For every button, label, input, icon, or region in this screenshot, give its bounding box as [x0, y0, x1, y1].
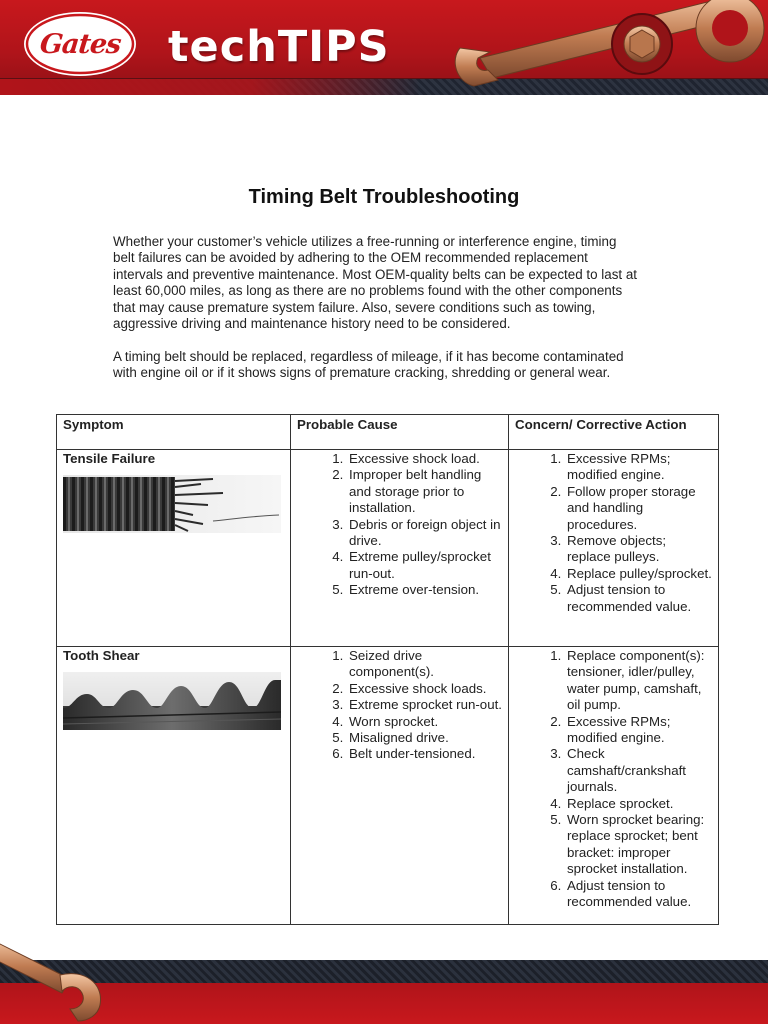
- list-item: 5. Adjust tension to recommended value.: [565, 582, 712, 615]
- list-item: 3. Debris or foreign object in drive.: [347, 517, 502, 550]
- header-probable-cause: Probable Cause: [291, 415, 509, 450]
- list-item: 3. Extreme sprocket run-out.: [347, 697, 502, 713]
- tensile-failure-belt-photo: [63, 475, 281, 533]
- list-item: 5. Misaligned drive.: [347, 730, 502, 746]
- list-item: 6. Belt under-tensioned.: [347, 746, 502, 762]
- list-item: 4. Extreme pulley/sprocket run-out.: [347, 549, 502, 582]
- symptom-cell: [57, 450, 291, 647]
- symptom-label: Tooth Shear: [63, 648, 140, 663]
- list-item: 3. Check camshaft/crankshaft journals.: [565, 746, 712, 795]
- logo-text: Gates: [38, 28, 122, 60]
- symptom-cell: [57, 647, 291, 925]
- causes-list: [297, 451, 502, 599]
- list-item: 5. Worn sprocket bearing: replace sprocket; bent bracket: improper sprocket installation.: [565, 812, 712, 878]
- list-item: 1. Excessive shock load.: [347, 451, 502, 467]
- header-banner: [0, 0, 768, 95]
- brand-title: techTIPS: [168, 22, 390, 72]
- wrench-icon: [0, 935, 130, 1024]
- header-symptom: Symptom: [57, 415, 291, 450]
- table-row: [57, 647, 719, 925]
- list-item: 4. Worn sprocket.: [347, 714, 502, 730]
- list-item: 1. Replace component(s): tensioner, idler/pulley, water pump, camshaft, oil pump.: [565, 648, 712, 714]
- intro-paragraph-1: Whether your customer’s vehicle utilizes a free-running or interference engine, timing belt failures can be avoided by adhering to the OEM recommended replacement intervals and preventive maintenance. Most OEM-quality belts can be expected to last at least 60,000 miles, as long as there are no problems found with the other components that may cause premature system failure. Also, severe conditions such as towing, aggressive driving and maintenance history need to be considered.: [113, 234, 638, 332]
- header-corrective-action: Concern/ Corrective Action: [509, 415, 719, 450]
- actions-cell: [509, 450, 719, 647]
- tooth-shear-belt-photo: [63, 672, 281, 730]
- symptom-label: Tensile Failure: [63, 451, 156, 466]
- intro-paragraph-2: A timing belt should be replaced, regardless of mileage, if it has become contaminated with engine oil or if it shows signs of premature cracking, shredding or general wear.: [113, 349, 624, 381]
- causes-cell: [291, 647, 509, 925]
- list-item: 5. Extreme over-tension.: [347, 582, 502, 598]
- table-header-row: [57, 415, 719, 450]
- troubleshooting-table: [56, 414, 719, 925]
- list-item: 2. Improper belt handling and storage prior to installation.: [347, 467, 502, 516]
- page-title: Timing Belt Troubleshooting: [248, 186, 520, 208]
- list-item: 6. Adjust tension to recommended value.: [565, 878, 712, 911]
- list-item: 3. Remove objects; replace pulleys.: [565, 533, 712, 566]
- gates-logo: [24, 12, 136, 76]
- list-item: 2. Excessive RPMs; modified engine.: [565, 714, 712, 747]
- list-item: 2. Follow proper storage and handling procedures.: [565, 484, 712, 533]
- list-item: 1. Excessive RPMs; modified engine.: [565, 451, 712, 484]
- actions-list: [515, 648, 712, 911]
- actions-list: [515, 451, 712, 615]
- list-item: 4. Replace pulley/sprocket.: [565, 566, 712, 582]
- actions-cell: [509, 647, 719, 925]
- list-item: 1. Seized drive component(s).: [347, 648, 502, 681]
- list-item: 4. Replace sprocket.: [565, 796, 712, 812]
- list-item: 2. Excessive shock loads.: [347, 681, 502, 697]
- wrench-icon: [440, 0, 768, 95]
- causes-cell: [291, 450, 509, 647]
- causes-list: [297, 648, 502, 763]
- table-row: [57, 450, 719, 647]
